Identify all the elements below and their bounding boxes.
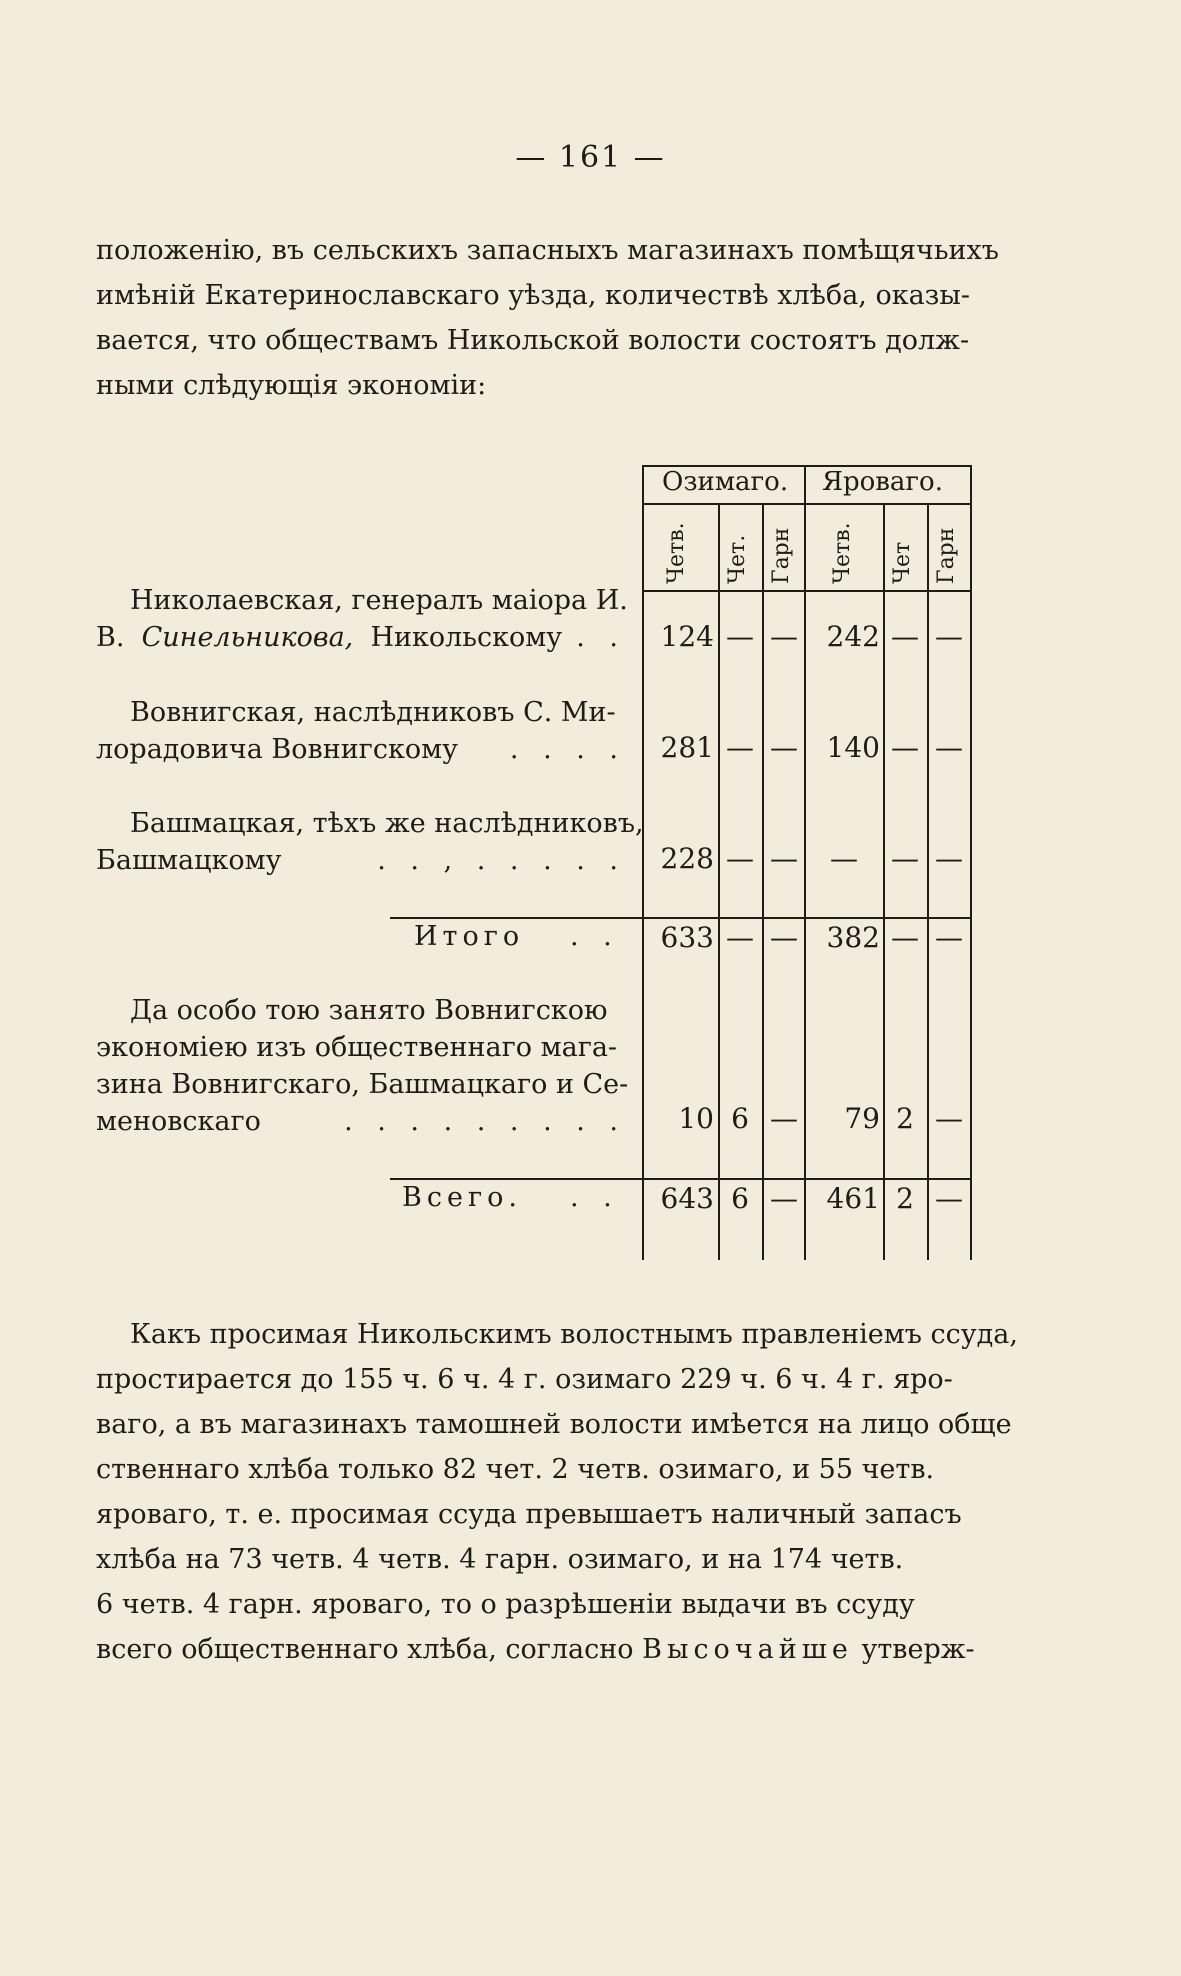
row-vovnigskaya: Вовнигская, наслѣдниковъ С. Ми- лорадовича Вовнигскому . . . . [96,697,626,765]
value-cell: 242 [826,620,880,653]
subheader-chet: Чет. [725,534,750,584]
closing-line: ственнаго хлѣба только 82 чет. 2 четв. озимаго, и 55 четв. [96,1454,935,1485]
intro-line: имѣній Екатеринославскаго уѣзда, количествѣ хлѣба, оказы- [96,280,971,311]
subtotal-cell: 633 [660,921,714,954]
subtotal-cell: — [935,921,963,954]
page-number: — 161 — [515,140,666,175]
column-rule [804,465,806,1260]
total-cell: — [770,1182,798,1215]
row-bashmatskaya: Башмацкая, тѣхъ же наслѣдниковъ, Башмацкому . . , . . . . . [96,808,644,876]
value-cell: — [891,842,919,875]
column-rule [927,503,929,1260]
group-header-rule [642,503,972,505]
column-rule [970,465,972,1260]
total-dots: . . [570,1182,620,1213]
value-cell: — [935,731,963,764]
closing-line: яроваго, т. е. просимая ссуда превышаетъ наличный запасъ [96,1499,962,1530]
column-rule [762,503,764,1260]
row-additional-loan: Да особо тою занято Вовнигскою экономіею изъ общественнаго мага- зина Вовнигскаго, Башмацкаго и Се- меновскаго . . . . . . . . . [96,995,629,1137]
total-label: Всего. [402,1182,522,1213]
value-cell: — [891,620,919,653]
subheader-chetv: Четв. [830,522,855,584]
value-cell: — [770,731,798,764]
closing-line: всего общественнаго хлѣба, согласно Высочайше утверж- [96,1634,975,1665]
total-cell: — [935,1182,963,1215]
closing-line: Какъ просимая Никольскимъ волостнымъ правленіемъ ссуда, [130,1319,1018,1350]
subtotal-dots: . . [570,921,620,952]
header-winter: Озимаго. [662,467,789,497]
value-cell: — [830,842,858,875]
value-cell: — [770,842,798,875]
column-rule [642,465,644,1260]
value-cell: — [935,620,963,653]
value-cell: — [726,842,754,875]
closing-line: ваго, а въ магазинахъ тамошней волости имѣется на лицо обще [96,1409,1012,1440]
value-cell: 124 [660,620,714,653]
row-nikolaevskaya: Николаевская, генералъ маіора И. В. Синельникова, Никольскому . . [96,585,628,653]
subheader-rule [642,590,972,592]
value-cell: 140 [826,731,880,764]
subtotal-cell: — [891,921,919,954]
closing-line: простирается до 155 ч. 6 ч. 4 г. озимаго 229 ч. 6 ч. 4 г. яро- [96,1364,953,1395]
subheader-chetv: Четв. [664,522,689,584]
closing-line: 6 четв. 4 гарн. яроваго, то о разрѣшеніи выдачи въ ссуду [96,1589,915,1620]
intro-line: ными слѣдующія экономіи: [96,370,487,401]
value-cell: 2 [896,1102,914,1135]
value-cell: 6 [731,1102,749,1135]
value-cell: — [770,620,798,653]
column-rule [718,503,720,1260]
value-cell: 10 [678,1102,714,1135]
value-cell: — [891,731,919,764]
value-cell: — [726,731,754,764]
intro-line: вается, что обществамъ Никольской волости состоятъ долж- [96,325,970,356]
subheader-garn: Гарн [934,527,959,584]
value-cell: — [935,842,963,875]
subtotal-cell: — [770,921,798,954]
subtotal-cell: 382 [826,921,880,954]
value-cell: — [770,1102,798,1135]
subtotal-label: Итого [414,921,525,952]
value-cell: 281 [660,731,714,764]
column-rule [883,503,885,1260]
total-cell: 461 [826,1182,880,1215]
total-cell: 2 [896,1182,914,1215]
total-cell: 6 [731,1182,749,1215]
value-cell: 228 [660,842,714,875]
value-cell: — [726,620,754,653]
value-cell: 79 [844,1102,880,1135]
value-cell: — [935,1102,963,1135]
closing-paragraph [96,1312,1018,1672]
intro-line: положенію, въ сельскихъ запасныхъ магазинахъ помѣщячьихъ [96,235,999,266]
total-cell: 643 [660,1182,714,1215]
subheader-garn: Гарн [769,527,794,584]
closing-line: хлѣба на 73 четв. 4 четв. 4 гарн. озимаго, и на 174 четв. [96,1544,904,1575]
subheader-chet: Чет [890,541,915,584]
subtotal-cell: — [726,921,754,954]
header-spring: Яроваго. [822,467,943,497]
